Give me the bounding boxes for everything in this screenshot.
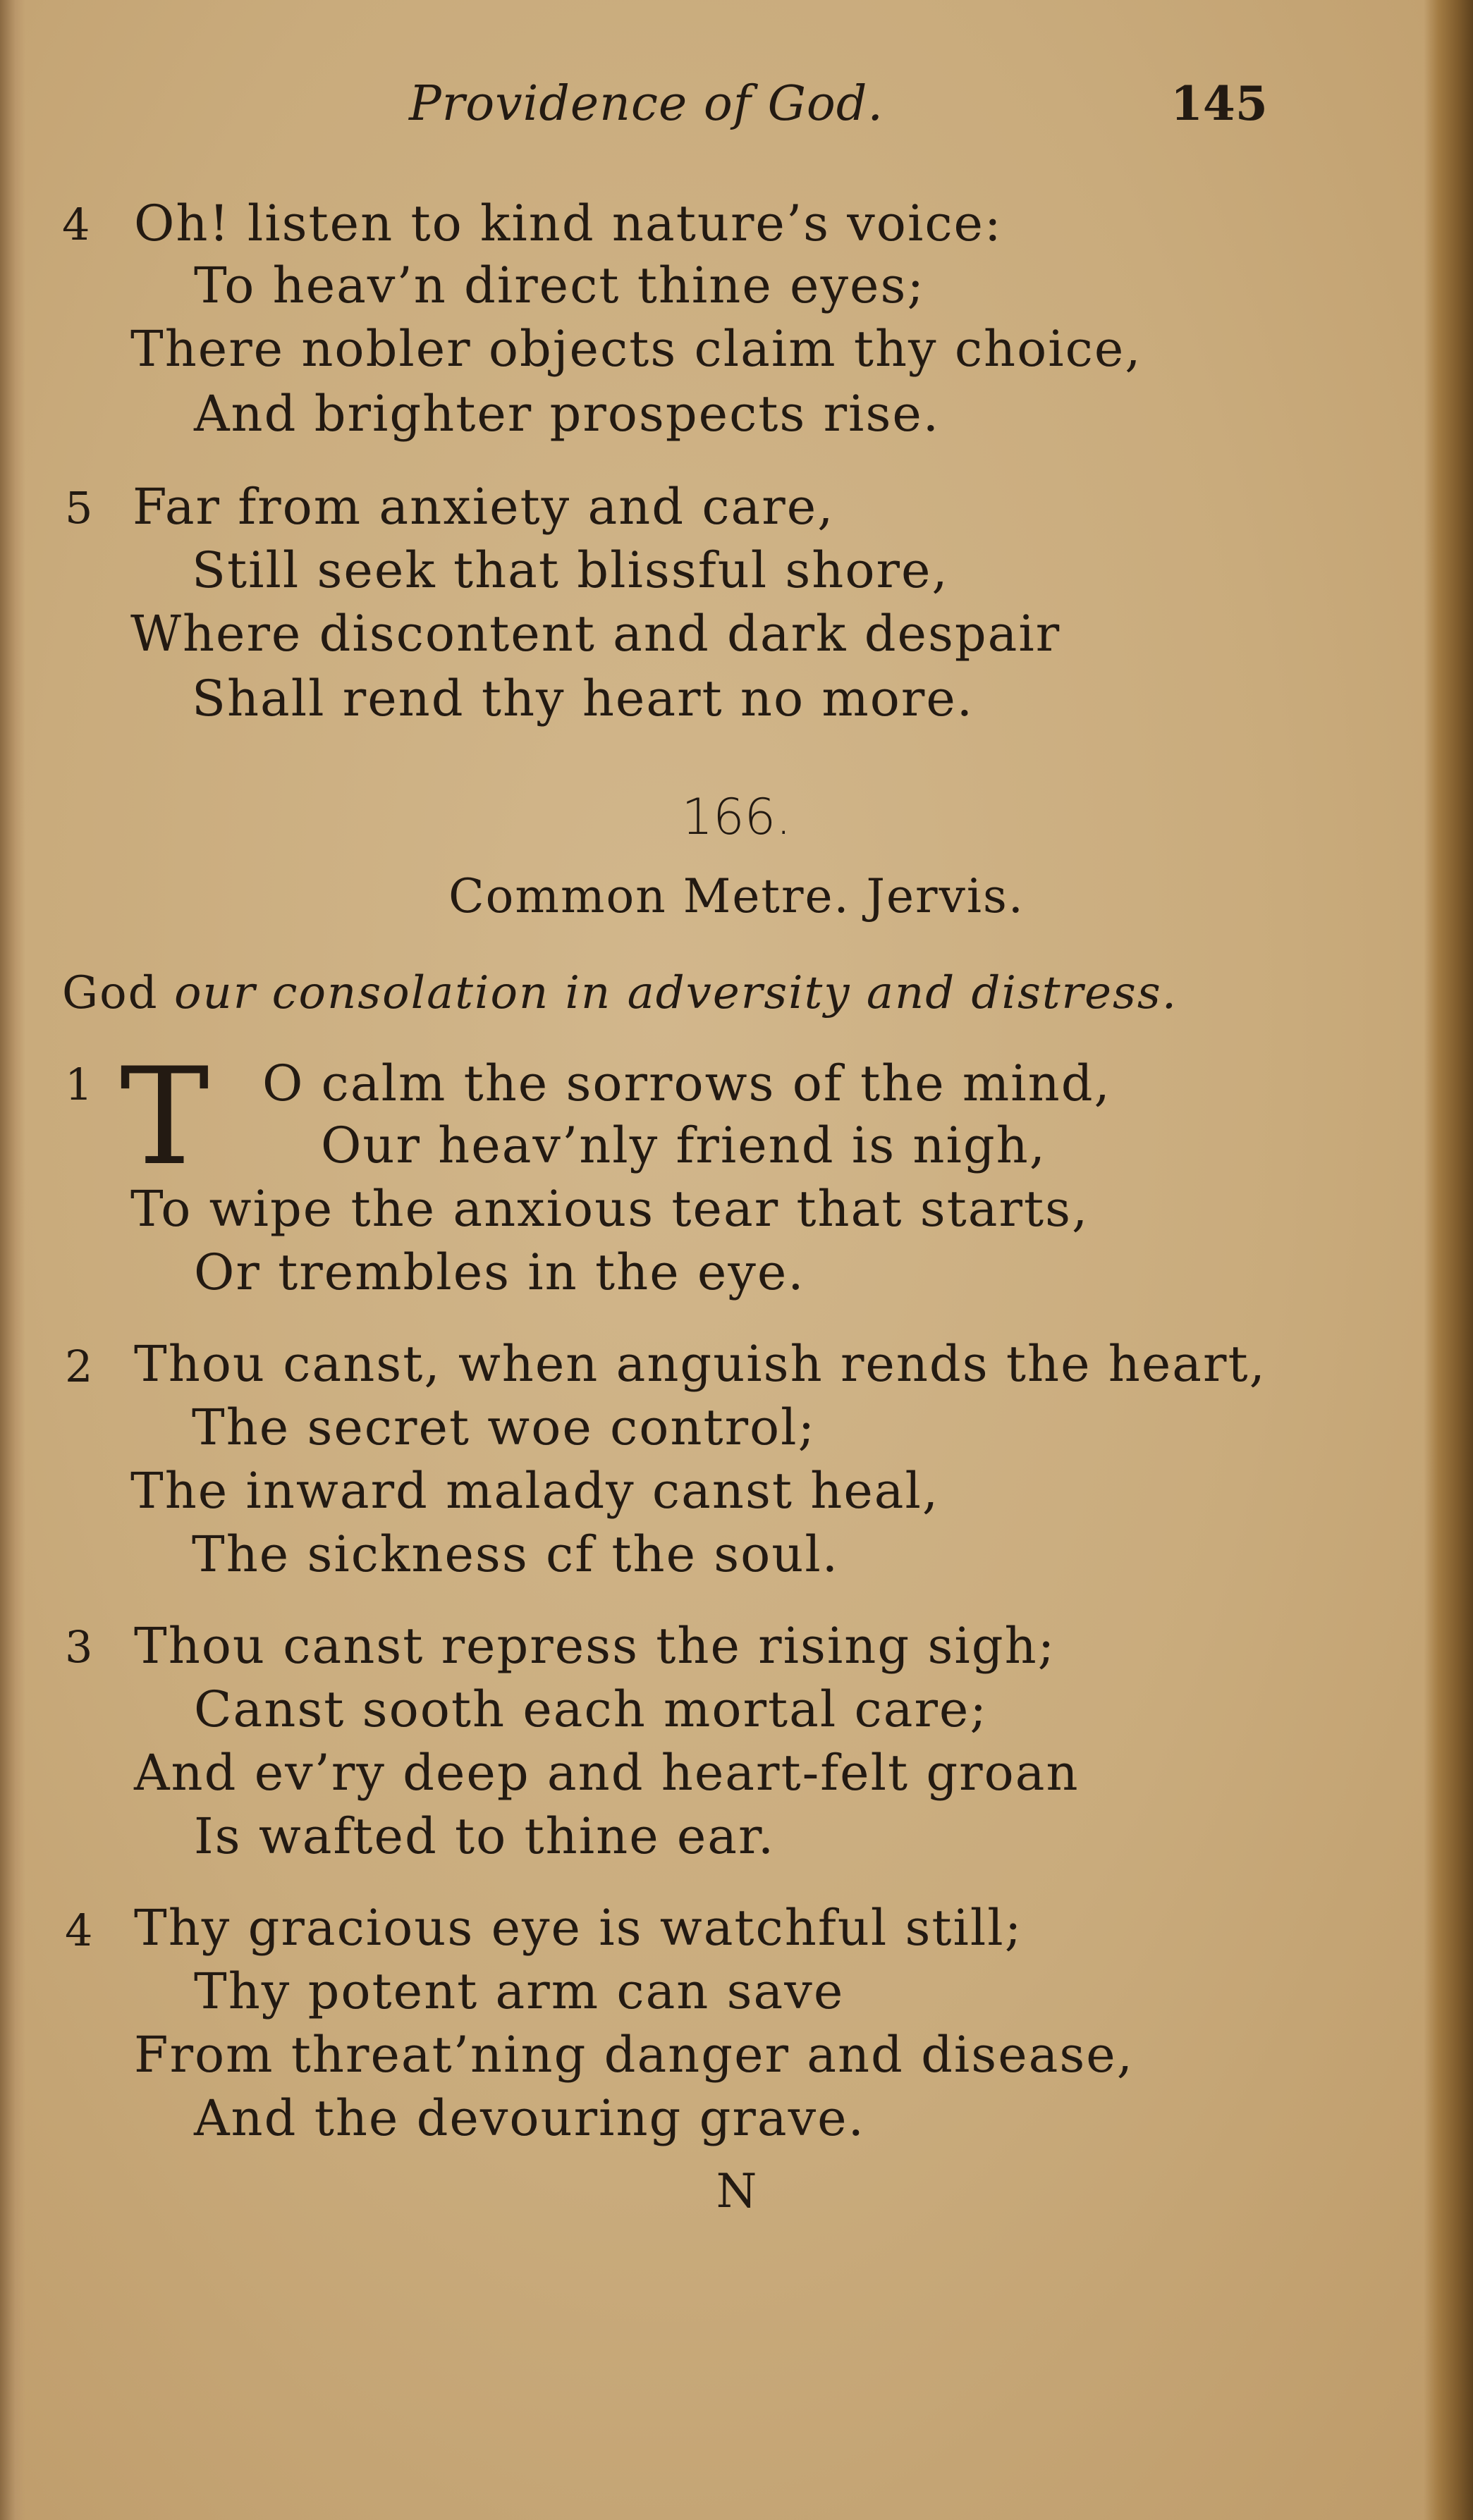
page-number: 145 bbox=[1171, 76, 1268, 131]
verse-line: Where discontent and dark despair bbox=[130, 605, 1061, 663]
hymn-number: 166. bbox=[681, 788, 792, 846]
subject-rest: our consolation in adversity and distress. bbox=[173, 967, 1178, 1019]
subject-prefix: God bbox=[62, 967, 159, 1019]
stanza-number: 5 bbox=[65, 482, 93, 534]
verse-line: Our heav’nly friend is nigh, bbox=[321, 1117, 1046, 1174]
stanza-number: 4 bbox=[62, 199, 90, 250]
verse-line: The sickness cf the soul. bbox=[192, 1525, 840, 1583]
verse-line: There nobler objects claim thy choice, bbox=[130, 320, 1142, 378]
stanza-number: 1 bbox=[65, 1059, 93, 1110]
verse-line: Shall rend thy heart no more. bbox=[192, 670, 974, 727]
verse-line: And brighter prospects rise. bbox=[194, 385, 941, 443]
verse-line: O calm the sorrows of the mind, bbox=[262, 1055, 1111, 1112]
drop-cap: T bbox=[120, 1039, 209, 1195]
verse-line: Oh! listen to kind nature’s voice: bbox=[134, 195, 1003, 252]
verse-line: The inward malady canst heal, bbox=[130, 1462, 940, 1520]
hymn-subject bbox=[62, 967, 1437, 1019]
verse-line: Thou canst, when anguish rends the heart, bbox=[134, 1335, 1266, 1393]
stanza-number: 2 bbox=[65, 1341, 93, 1392]
verse-line: Or trembles in the eye. bbox=[194, 1243, 805, 1301]
stanza-number: 3 bbox=[65, 1621, 93, 1673]
verse-line: And ev’ry deep and heart-felt groan bbox=[134, 1744, 1080, 1802]
page-header bbox=[0, 76, 1473, 140]
verse-line: Is wafted to thine ear. bbox=[194, 1807, 776, 1865]
page-right-edge bbox=[1424, 0, 1473, 2520]
verse-line: Thy gracious eye is watchful still; bbox=[134, 1899, 1023, 1957]
verse-line: Thou canst repress the rising sigh; bbox=[134, 1617, 1056, 1675]
verse-line: From threat’ning danger and disease, bbox=[134, 2026, 1134, 2084]
page-left-edge bbox=[0, 0, 25, 2520]
verse-line: To heav’n direct thine eyes; bbox=[194, 257, 925, 314]
verse-line: The secret woe control; bbox=[192, 1399, 817, 1456]
running-title: Providence of God. bbox=[409, 76, 884, 132]
meter-tune: Common Metre. Jervis. bbox=[448, 869, 1025, 923]
signature-mark: N bbox=[716, 2164, 757, 2218]
verse-line: Still seek that blissful shore, bbox=[192, 541, 949, 599]
stanza-number: 4 bbox=[65, 1905, 93, 1956]
verse-line: To wipe the anxious tear that starts, bbox=[130, 1180, 1089, 1238]
verse-line: And the devouring grave. bbox=[194, 2089, 865, 2147]
verse-line: Canst sooth each mortal care; bbox=[194, 1680, 988, 1738]
verse-line: Thy potent arm can save bbox=[194, 1962, 845, 2020]
verse-line: Far from anxiety and care, bbox=[133, 478, 835, 536]
